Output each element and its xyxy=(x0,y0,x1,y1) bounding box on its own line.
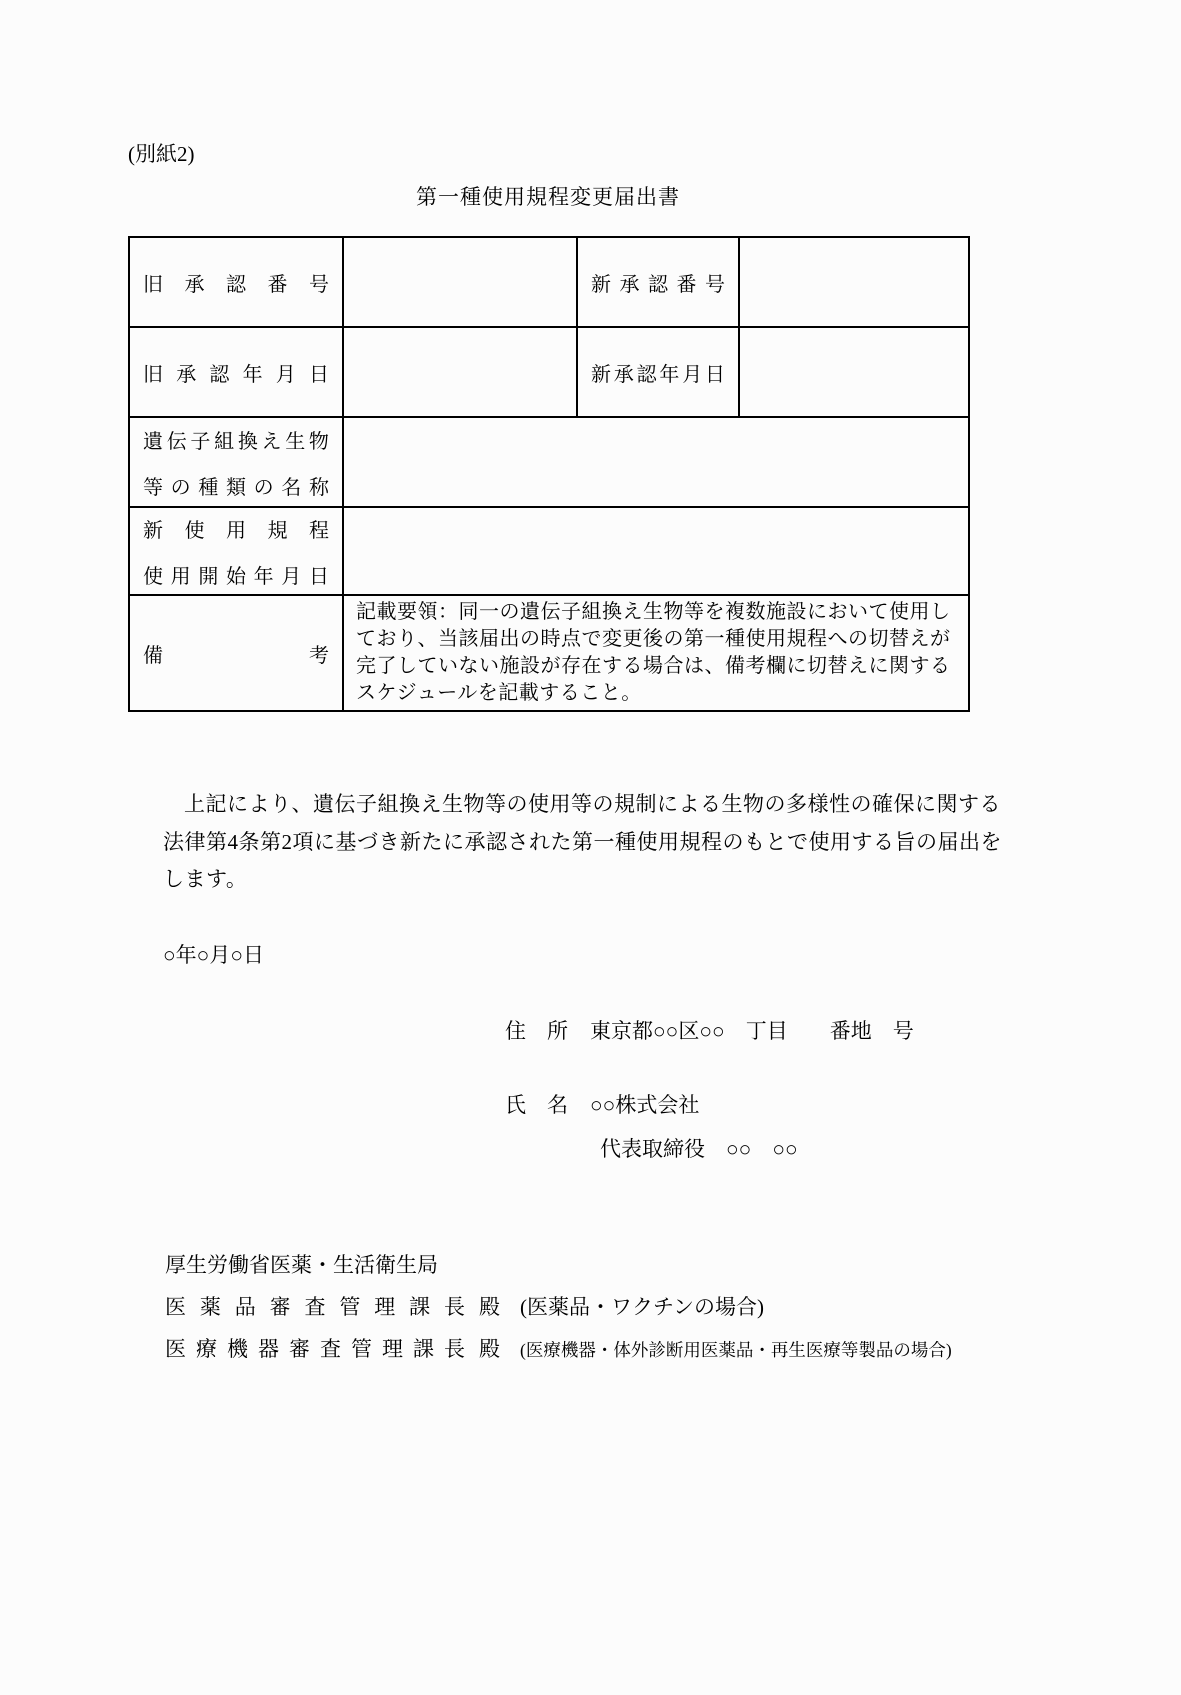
date-line: ○年○月○日 xyxy=(163,942,265,967)
medical-devices-honorific: 殿 xyxy=(479,1336,500,1361)
new-regulation-start-label-cell xyxy=(129,507,343,595)
address-label: 住 所 xyxy=(505,1018,568,1043)
medical-devices-title: 医 療 機 器 審 査 管 理 課 長 xyxy=(165,1336,465,1361)
document-title: 第一種使用規程変更届出書 xyxy=(416,185,680,209)
declaration-paragraph: 上記により、遺伝子組換え生物等の使用等の規制による生物の多様性の確保に関する法律第4条第2項に基づき新たに承認された第一種使用規程のもとで使用する旨の届出をします。 xyxy=(163,792,1002,891)
recipient-block xyxy=(165,1249,1181,1363)
name-label: 氏 名 xyxy=(505,1092,568,1117)
name-value: ○○株式会社 xyxy=(590,1092,700,1117)
new-approval-date-value-cell xyxy=(739,327,969,417)
medical-devices-note: (医療機器・体外診断用医薬品・再生医療等製品の場合) xyxy=(520,1339,952,1360)
row-new-regulation-start xyxy=(129,507,969,595)
organism-type-label-line1: 遺 伝 子 組 換 え 生 物 xyxy=(143,430,329,453)
row-approval-number xyxy=(129,237,969,327)
pharmaceuticals-note: (医薬品・ワクチンの場合) xyxy=(520,1294,764,1319)
old-approval-date-label-cell xyxy=(129,327,343,417)
submitter-address-line xyxy=(505,1015,1181,1045)
row-remarks xyxy=(129,595,969,711)
row-organism-type xyxy=(129,417,969,507)
organism-type-label-line2: 等 の 種 類 の 名 称 xyxy=(143,476,329,499)
new-regulation-start-label-line1: 新 使 用 規 程 xyxy=(143,519,329,542)
pharmaceuticals-honorific: 殿 xyxy=(479,1294,500,1319)
row-approval-date xyxy=(129,327,969,417)
new-approval-date-label: 新 承 認 年 月 日 xyxy=(591,363,725,386)
old-approval-number-label-cell xyxy=(129,237,343,327)
remarks-note-cell: 記載要領：同一の遺伝子組換え生物等を複数施設において使用しており、当該届出の時点で変更後の第一種使用規程への切替えが完了していない施設が存在する場合は、備考欄に切替えに関するスケジュールを記載すること。 xyxy=(343,595,969,711)
organism-type-value-cell xyxy=(343,417,969,507)
new-approval-number-value-cell xyxy=(739,237,969,327)
organism-type-label-cell xyxy=(129,417,343,507)
remarks-label-cell xyxy=(129,595,343,711)
recipient-line-pharmaceuticals xyxy=(165,1291,1181,1321)
recipient-line-medical-devices xyxy=(165,1333,1181,1363)
new-approval-number-label-cell xyxy=(577,237,739,327)
old-approval-date-label: 旧 承 認 年 月 日 xyxy=(143,363,329,386)
new-approval-number-label: 新 承 認 番 号 xyxy=(591,273,725,296)
form-table xyxy=(128,236,970,712)
old-approval-date-value-cell xyxy=(343,327,577,417)
old-approval-number-value-cell xyxy=(343,237,577,327)
new-approval-date-label-cell xyxy=(577,327,739,417)
representative-line: 代表取締役 ○○ ○○ xyxy=(600,1136,798,1161)
address-value: 東京都○○区○○ 丁目 番地 号 xyxy=(590,1018,914,1043)
remarks-label: 備 考 xyxy=(143,644,329,667)
new-regulation-start-value-cell xyxy=(343,507,969,595)
attachment-label: (別紙2) xyxy=(128,142,195,166)
new-regulation-start-label-line2: 使 用 開 始 年 月 日 xyxy=(143,565,329,588)
submitter-name-line xyxy=(505,1089,1181,1119)
old-approval-number-label: 旧 承 認 番 号 xyxy=(143,273,329,296)
pharmaceuticals-title: 医 薬 品 審 査 管 理 課 長 xyxy=(165,1294,465,1319)
bureau-line: 厚生労働省医薬・生活衛生局 xyxy=(165,1252,438,1277)
